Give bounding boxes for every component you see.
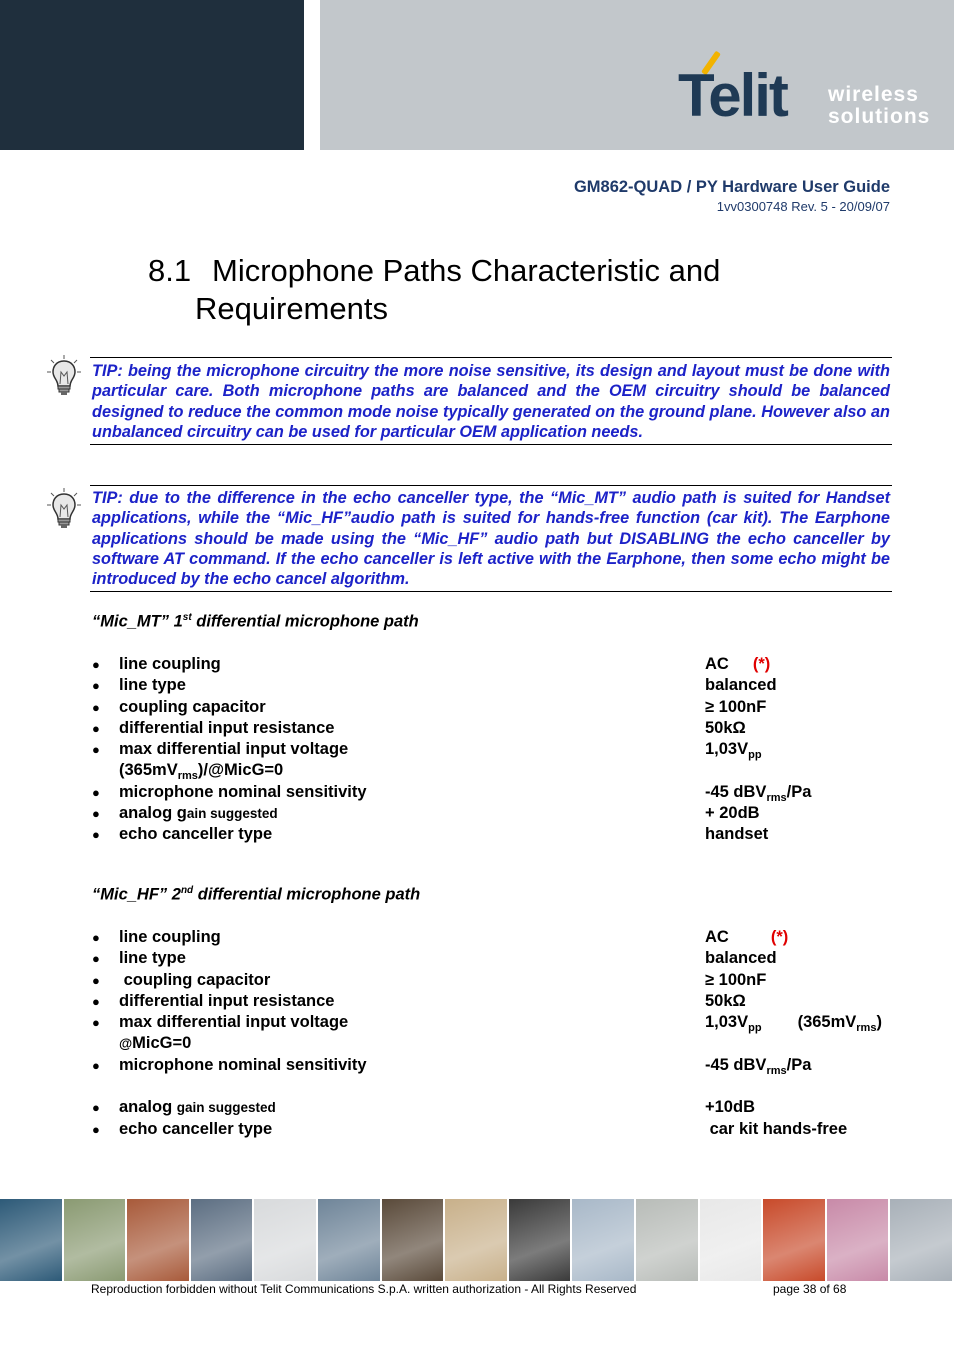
spec-value: AC (*) — [705, 655, 771, 673]
photo-tile — [254, 1199, 318, 1281]
list-item: ● echo canceller type handset — [92, 825, 769, 844]
list-item: ● line coupling AC (*) — [92, 928, 789, 946]
logo-sub-line1: wireless — [828, 83, 919, 106]
spec-label: coupling capacitor — [119, 970, 271, 989]
spec-label: max differential input voltage — [119, 1013, 349, 1032]
page-number: page 38 of 68 — [773, 1282, 847, 1296]
spec-value: ≥ 100nF — [705, 970, 767, 989]
spec-value: $1,03V_{pp}$ — [705, 740, 762, 762]
list-item: ● differential input resistance 50kΩ — [92, 718, 746, 737]
photo-tile — [509, 1199, 573, 1281]
tip-box-1 — [90, 357, 892, 445]
list-item: ● echo canceller type car kit hands-free — [92, 1119, 848, 1138]
mic-hf-heading-pre: “Mic_HF” 2 — [92, 885, 181, 904]
logo-main-text: Telit — [678, 62, 787, 129]
footer-copyright: Reproduction forbidden without Telit Communications S.p.A. written authorization - All Rights Reserved — [91, 1282, 637, 1296]
tip-text-1: TIP: being the microphone circuitry the more noise sensitive, its design and layout must be done with particular care. Both microphone paths are balanced and the OEM circuitry should be balanced designed to reduce the common mode noise typically generated on the ground plane. However also an unbalanced circuitry can be used for particular OEM application needs. — [92, 362, 890, 441]
mic-mt-heading-sup: st — [182, 612, 192, 623]
photo-tile — [445, 1199, 509, 1281]
mic-hf-heading-post: differential microphone path — [193, 885, 421, 904]
photo-tile — [382, 1199, 446, 1281]
mic-hf-heading — [92, 885, 420, 905]
spec-value: AC (*) — [705, 928, 789, 946]
photo-tile — [700, 1199, 764, 1281]
photo-tile — [127, 1199, 191, 1281]
footnote-marker: (*) — [752, 655, 771, 673]
photo-tile — [64, 1199, 128, 1281]
photo-tile — [763, 1199, 827, 1281]
photo-tile — [0, 1199, 64, 1281]
photo-tile — [827, 1199, 891, 1281]
spec-value: -45 dBV$_{rms}$/Pa — [705, 782, 812, 804]
photo-tile — [636, 1199, 700, 1281]
spec-label: microphone nominal sensitivity — [119, 782, 367, 801]
list-item: ● analog gain suggested +10dB — [92, 1098, 755, 1117]
spec-label-continued: @MicG=0 — [119, 1034, 192, 1053]
list-item: ● line coupling AC (*) — [92, 655, 771, 673]
logo-sub-text — [828, 84, 930, 128]
mic-mt-heading-pre: “Mic_MT” 1 — [92, 612, 183, 631]
spec-label: echo canceller type — [119, 825, 273, 844]
mic-hf-spec-list — [92, 927, 892, 1140]
spec-value: ≥ 100nF — [705, 697, 767, 716]
photo-tile — [191, 1199, 255, 1281]
list-item: ● coupling capacitor ≥ 100nF — [92, 970, 767, 989]
list-item: ● max differential input voltage $1,03V_{pp}$ — [92, 740, 762, 762]
spec-value: car kit hands-free — [705, 1119, 848, 1138]
list-item: ● analog gain suggested + 20dB — [92, 804, 760, 823]
spec-value: +10dB — [705, 1098, 755, 1117]
spec-label: line type — [119, 949, 186, 968]
spec-label: differential input resistance — [119, 718, 335, 737]
spec-label: line type — [119, 676, 186, 695]
spec-label: differential input resistance — [119, 991, 335, 1010]
section-title-line1: Microphone Paths Characteristic and — [212, 253, 721, 288]
spec-value: -45 dBV$_{rms}$/Pa — [705, 1055, 812, 1077]
spec-label: line coupling — [119, 655, 221, 673]
section-heading — [148, 252, 720, 328]
spec-label: line coupling — [119, 928, 221, 946]
spec-value: 50kΩ — [705, 991, 746, 1010]
mic-mt-spec-list — [92, 654, 892, 846]
telit-logo — [678, 48, 931, 132]
spec-label-continued: $(365mV_{rms})/@MicG=0$ — [119, 761, 284, 783]
spec-label: analog gain suggested — [119, 1098, 276, 1117]
spec-label: microphone nominal sensitivity — [119, 1055, 367, 1074]
spec-label: coupling capacitor — [119, 697, 266, 716]
spec-label: max differential input voltage — [119, 740, 349, 759]
list-item: ● line type balanced — [92, 676, 777, 695]
document-title: GM862-QUAD / PY Hardware User Guide — [573, 178, 890, 196]
list-item: ● microphone nominal sensitivity -45 dBV$_{rms}$/Pa — [92, 1055, 812, 1077]
list-item: ● microphone nominal sensitivity -45 dBV$_{rms}$/Pa — [92, 782, 812, 804]
photo-tile — [318, 1199, 382, 1281]
tip-text-2: TIP: due to the difference in the echo canceller type, the “Mic_MT” audio path is suited for Handset applications, while the “Mic_HF”audio path is suited for hands-free function (car kit). The Earphone applications should be made using the “Mic_HF” audio path but DISABLING the echo canceller by software AT command. If the echo canceller is left active with the Earphone, then some echo might be introduced by the echo cancel algorithm. — [92, 489, 890, 589]
spec-label: analog gain suggested — [119, 804, 278, 823]
tip-box-2 — [90, 485, 892, 592]
mic-hf-heading-sup: nd — [180, 885, 194, 896]
spec-value: $1,03V_{pp}$ $(365mV_{rms})$ — [705, 1013, 882, 1035]
list-item: ● differential input resistance 50kΩ — [92, 991, 746, 1010]
footer-photo-strip — [0, 1199, 954, 1281]
spec-value: handset — [705, 825, 769, 844]
list-item — [92, 760, 892, 781]
spec-value: balanced — [705, 676, 777, 695]
list-item — [92, 1033, 892, 1054]
header-dark-panel — [0, 0, 304, 150]
list-item: ● line type balanced — [92, 949, 777, 968]
lightbulb-icon — [46, 487, 82, 531]
logo-sub-line2: solutions — [828, 105, 931, 128]
spec-value: balanced — [705, 949, 777, 968]
photo-tile — [890, 1199, 954, 1281]
photo-tile — [572, 1199, 636, 1281]
document-revision: 1vv0300748 Rev. 5 - 20/09/07 — [716, 199, 890, 214]
spec-value: + 20dB — [705, 804, 760, 823]
list-item: ● max differential input voltage $1,03V_{pp}$ $(365mV_{rms})$ — [92, 1013, 882, 1035]
list-item: ● coupling capacitor ≥ 100nF — [92, 697, 767, 716]
mic-mt-heading-post: differential microphone path — [191, 612, 419, 631]
section-number: 8.1 — [148, 253, 192, 288]
lightbulb-icon — [46, 354, 82, 398]
spec-label: echo canceller type — [119, 1119, 273, 1138]
mic-mt-heading — [92, 612, 419, 632]
footnote-marker: (*) — [770, 928, 789, 946]
list-spacer — [92, 1076, 892, 1097]
section-title-line2: Requirements — [195, 291, 388, 326]
spec-value: 50kΩ — [705, 718, 746, 737]
